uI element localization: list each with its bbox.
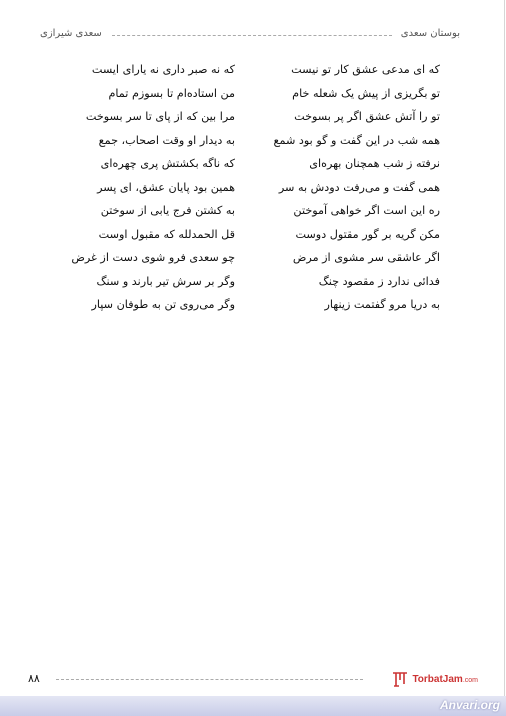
verse-second-hemistich: به دیدار او وقت اصحاب، جمع: [98, 133, 235, 147]
verse-second-hemistich: وگر بر سرش تیر بارند و سنگ: [96, 274, 235, 288]
verse-couplet: [60, 246, 440, 270]
verse-couplet: [60, 82, 440, 106]
verse-couplet: [60, 105, 440, 129]
poem-body: [60, 58, 440, 317]
torbatjam-logo-icon: [391, 670, 409, 688]
verse-second-hemistich: قل الحمدلله که مقبول اوست: [98, 227, 235, 241]
page-header: [40, 28, 460, 44]
verse-first-hemistich: که ای مدعی عشق کار تو نیست: [291, 63, 440, 76]
verse-first-hemistich: تو را آتش عشق اگر پر بسوخت: [294, 110, 440, 123]
verse-second-hemistich: به کشتن فرج یابی از سوختن: [100, 204, 235, 217]
page-footer: [28, 670, 478, 690]
verse-first-hemistich: اگر عاشقی سر مشوی از مرض: [292, 251, 440, 264]
verse-couplet: [60, 199, 440, 223]
verse-couplet: [60, 58, 440, 82]
verse-first-hemistich: مکن گریه بر گور مقتول دوست: [295, 227, 440, 241]
verse-couplet: [60, 152, 440, 176]
page-number: ۸۸: [28, 672, 40, 685]
author-name: سعدی شیرازی: [40, 28, 102, 39]
verse-first-hemistich: فدائی ندارد ز مقصود چنگ: [318, 274, 440, 288]
verse-second-hemistich: همین بود پایان عشق، ای پسر: [97, 180, 235, 194]
header-divider: [112, 35, 392, 36]
verse-first-hemistich: همی گفت و می‌رفت دودش به سر: [278, 180, 440, 194]
verse-first-hemistich: به دریا مرو گفتمت زینهار: [324, 298, 440, 311]
footer-divider: [56, 679, 363, 680]
verse-second-hemistich: مرا بین که از پای تا سر بسوخت: [85, 110, 235, 123]
verse-second-hemistich: که ناگه بکشتش پری چهره‌ای: [100, 157, 235, 170]
verse-second-hemistich: وگر می‌روی تن به طوفان سپار: [91, 298, 235, 311]
verse-first-hemistich: نرفته ز شب همچنان بهره‌ای: [309, 157, 440, 170]
site-logo: [391, 670, 478, 688]
watermark-text: Anvari.org: [439, 698, 500, 712]
verse-couplet: [60, 293, 440, 317]
verse-second-hemistich: من استاده‌ام تا بسوزم تمام: [108, 86, 235, 100]
verse-second-hemistich: که نه صبر داری نه یارای ایست: [91, 63, 235, 76]
verse-couplet: [60, 223, 440, 247]
verse-second-hemistich: چو سعدی فرو شوی دست از غرض: [71, 251, 235, 264]
verse-couplet: [60, 176, 440, 200]
verse-first-hemistich: همه شب در این گفت و گو بود شمع: [273, 133, 440, 147]
book-title: بوستان سعدی: [400, 28, 460, 39]
watermark-banner: [0, 696, 506, 716]
verse-first-hemistich: تو بگریزی از پیش یک شعله خام: [292, 86, 440, 100]
verse-first-hemistich: ره این است اگر خواهی آموختن: [293, 204, 440, 217]
logo-text: TorbatJam.com: [412, 673, 478, 685]
verse-couplet: [60, 129, 440, 153]
verse-couplet: [60, 270, 440, 294]
